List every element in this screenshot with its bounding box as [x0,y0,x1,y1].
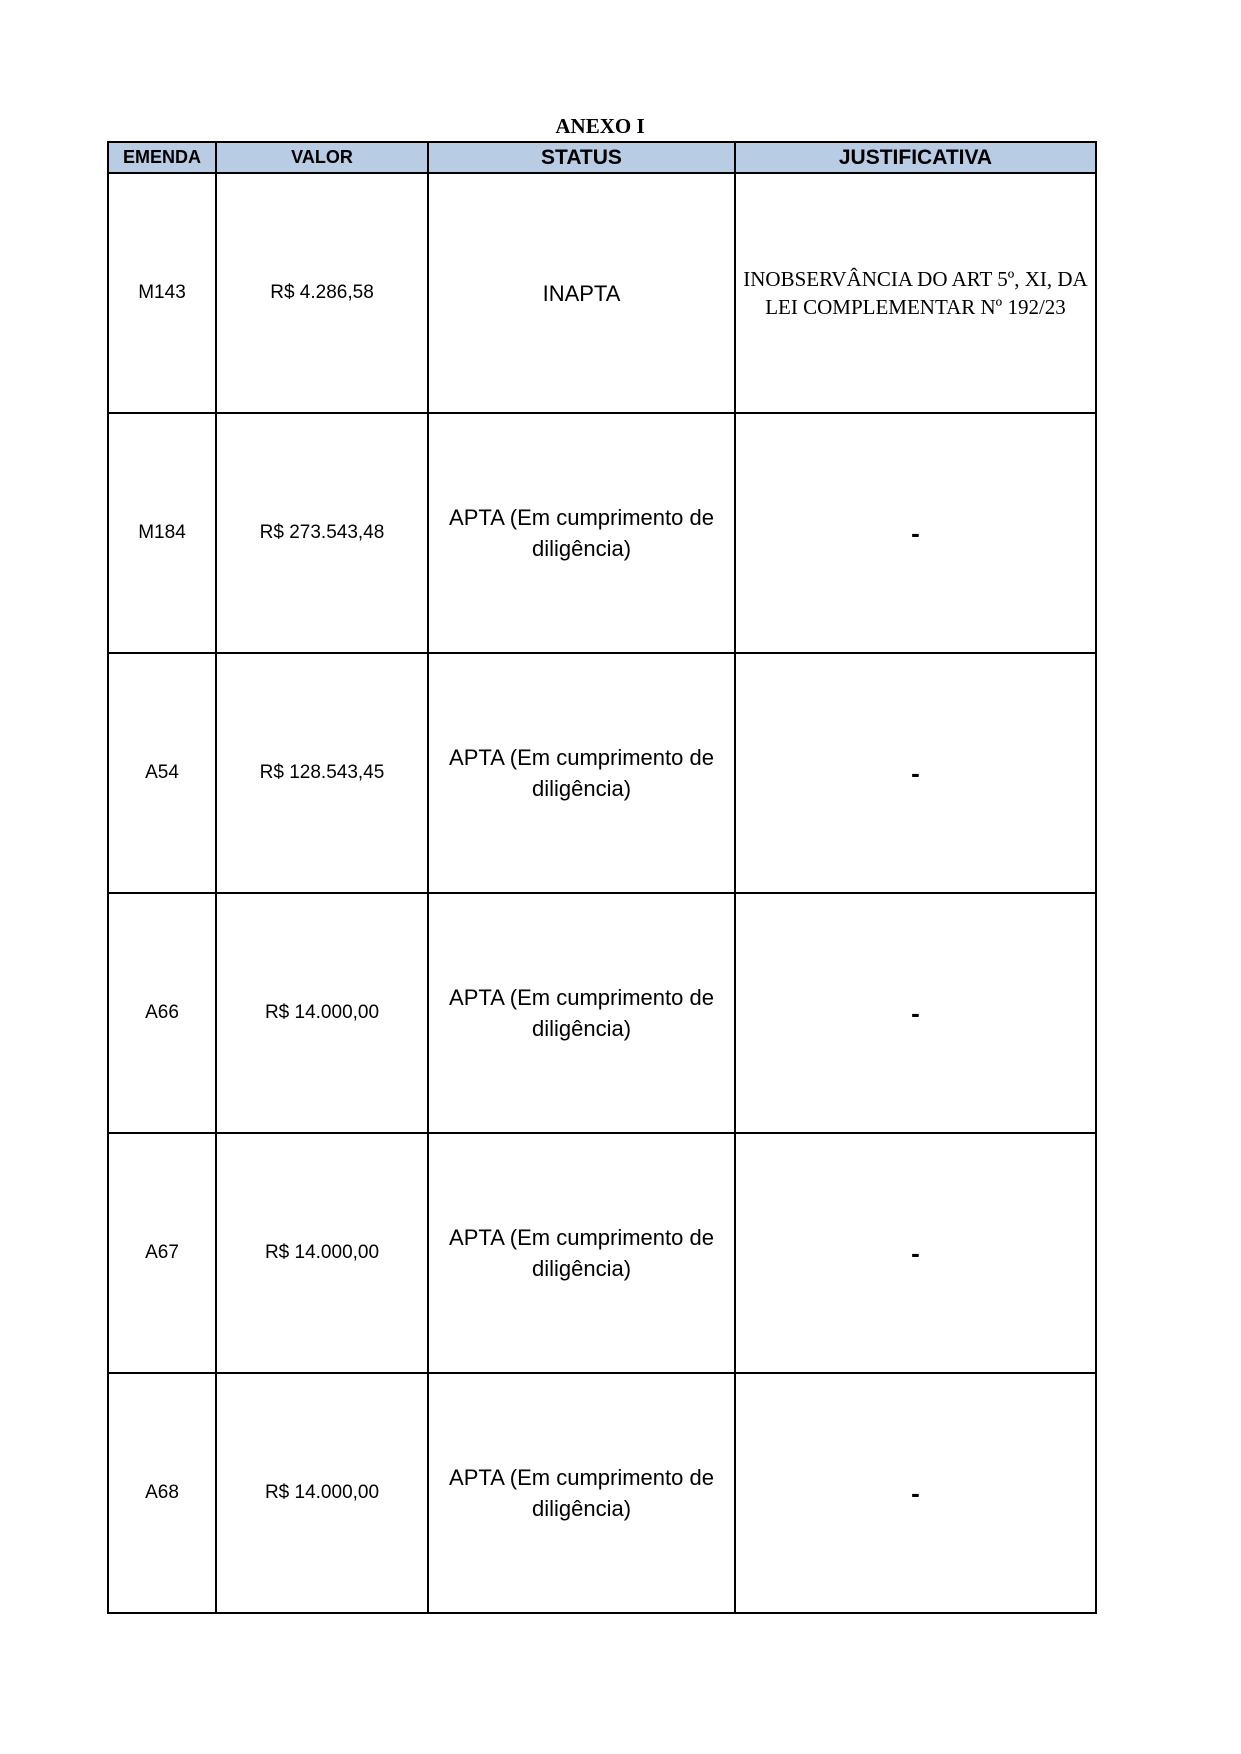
cell-status: APTA (Em cumprimento de diligência) [428,1373,735,1613]
cell-valor: R$ 4.286,58 [216,173,428,413]
document-title: ANEXO I [555,114,645,138]
cell-status: APTA (Em cumprimento de diligência) [428,1133,735,1373]
cell-justificativa [735,1373,1096,1613]
cell-status: APTA (Em cumprimento de diligência) [428,413,735,653]
justificativa-text: - [911,997,920,1028]
cell-status: INAPTA [428,173,735,413]
cell-valor: R$ 128.543,45 [216,653,428,893]
cell-emenda: A66 [108,893,216,1133]
cell-valor: R$ 14.000,00 [216,893,428,1133]
cell-emenda: A54 [108,653,216,893]
header-justificativa: JUSTIFICATIVA [735,142,1096,173]
table-row [108,893,1096,1133]
cell-valor: R$ 273.543,48 [216,413,428,653]
justificativa-text: - [911,1237,920,1268]
cell-emenda: M143 [108,173,216,413]
cell-emenda: M184 [108,413,216,653]
header-emenda: EMENDA [108,142,216,173]
cell-status: APTA (Em cumprimento de diligência) [428,653,735,893]
amendments-table [107,141,1097,1614]
table-row [108,1373,1096,1613]
cell-valor: R$ 14.000,00 [216,1133,428,1373]
cell-status: APTA (Em cumprimento de diligência) [428,893,735,1133]
justificativa-text: - [911,757,920,788]
table-header-row [108,142,1096,173]
table-row [108,653,1096,893]
table-row [108,1133,1096,1373]
table-row [108,413,1096,653]
header-valor: VALOR [216,142,428,173]
justificativa-text: INOBSERVÂNCIA DO ART 5º, XI, DA LEI COMPLEMENTAR Nº 192/23 [743,267,1088,319]
cell-justificativa [735,173,1096,413]
header-status: STATUS [428,142,735,173]
cell-emenda: A68 [108,1373,216,1613]
cell-emenda: A67 [108,1133,216,1373]
cell-valor: R$ 14.000,00 [216,1373,428,1613]
cell-justificativa [735,893,1096,1133]
justificativa-text: - [911,1477,920,1508]
justificativa-text: - [911,517,920,548]
cell-justificativa [735,413,1096,653]
cell-justificativa [735,653,1096,893]
cell-justificativa [735,1133,1096,1373]
table-row [108,173,1096,413]
